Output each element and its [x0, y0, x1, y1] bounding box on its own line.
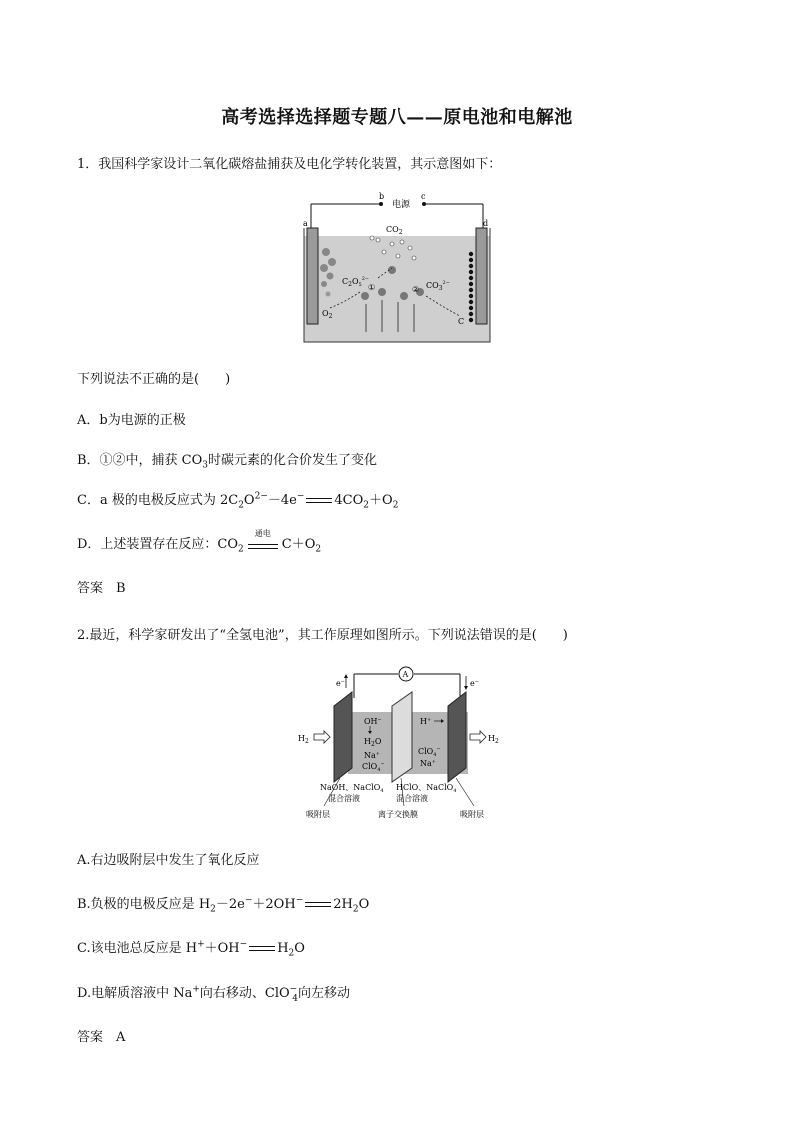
label-co3: $CO_3^{2-}$: [426, 280, 450, 292]
q1-option-d: D．上述装置存在反应：$CO_2$ 通电 $C+O_2$: [77, 529, 322, 555]
q2-option-a: A.右边吸附层中发生了氧化反应: [77, 853, 260, 868]
q2-option-d: D.电解质溶液中 Na+向右移动、ClO−$_4$向左移动: [77, 984, 350, 1004]
label-e-left: e−: [336, 679, 345, 688]
label-h2-right: $H_2$: [488, 734, 499, 745]
label-oh: OH−: [364, 717, 382, 726]
label-c-product: C: [458, 317, 465, 326]
label-co2: $CO_2$: [386, 225, 403, 236]
label-solution-left-mix: 混合溶液: [328, 794, 360, 803]
label-adsorption-left: 吸附层: [306, 810, 330, 819]
label-a: a: [303, 219, 308, 228]
q2-answer: 答案 A: [77, 1030, 126, 1045]
q2-option-c: C.该电池总反应是 H+＋OH− $H_2O$: [77, 939, 305, 959]
q2-figure: [294, 662, 504, 824]
label-h2-left: $H_2$: [298, 734, 309, 745]
q1-prompt: 下列说法不正确的是( ): [77, 372, 231, 387]
page-title: 高考选择选择题专题八——原电池和电解池: [221, 107, 573, 128]
label-solution-left: NaOH、NaClO$_4$: [320, 783, 384, 794]
q1-option-c: C．a 极的电极反应式为 $2C_2O^{2-}-4e^-$ $4CO_2+O_2$: [77, 491, 399, 511]
q1-option-b: B．①②中，捕获 $CO_3$时碳元素的化合价发生了变化: [77, 453, 378, 471]
label-na-right: Na+: [420, 759, 436, 768]
q2-stem: 2.最近，科学家研发出了“全氢电池”，其工作原理如图所示。下列说法错误的是( ): [77, 628, 568, 643]
q1-answer: 答案 B: [77, 581, 126, 596]
terminal-b: [379, 202, 383, 206]
label-na-left: Na+: [364, 751, 380, 760]
ion-exchange-membrane: [392, 692, 412, 782]
label-solution-right-mix: 混合溶液: [396, 794, 428, 803]
q2-option-b: B.负极的电极反应是 $H_2-2e^-+2OH^-$ $2H_2O$: [77, 895, 370, 915]
label-e-right: e−: [470, 679, 479, 688]
label-power: 电源: [392, 200, 411, 210]
q1-option-a: A．b为电源的正极: [77, 413, 186, 428]
left-adsorption-layer: [334, 692, 352, 782]
label-d: d: [483, 219, 489, 228]
label-step2: ②: [412, 285, 420, 294]
label-c2o5: $C_2O_5^{2-}$: [342, 276, 370, 288]
label-b: b: [379, 192, 385, 201]
label-c: c: [421, 192, 426, 201]
label-solution-right: HClO、NaClO$_4$: [396, 783, 457, 794]
right-adsorption-layer: [448, 692, 466, 782]
label-membrane: 离子交换膜: [378, 810, 418, 819]
electrode-a: [307, 228, 318, 324]
label-adsorption-right: 吸附层: [460, 810, 484, 819]
label-h2o: $H_2O$: [364, 737, 382, 748]
ammeter-label: A: [402, 670, 409, 679]
q1-figure: [300, 192, 494, 346]
label-clo4-right: ClO$_4$−: [418, 746, 441, 758]
electrode-d: [476, 228, 487, 324]
q1-stem: 1．我国科学家设计二氧化碳熔盐捕获及电化学转化装置，其示意图如下：: [77, 157, 502, 172]
terminal-c: [422, 202, 426, 206]
label-clo4-left: ClO$_4$−: [362, 761, 385, 773]
label-step1: ①: [368, 283, 376, 292]
label-h-plus: H+: [420, 717, 432, 726]
label-o2: $O_2$: [322, 309, 333, 320]
